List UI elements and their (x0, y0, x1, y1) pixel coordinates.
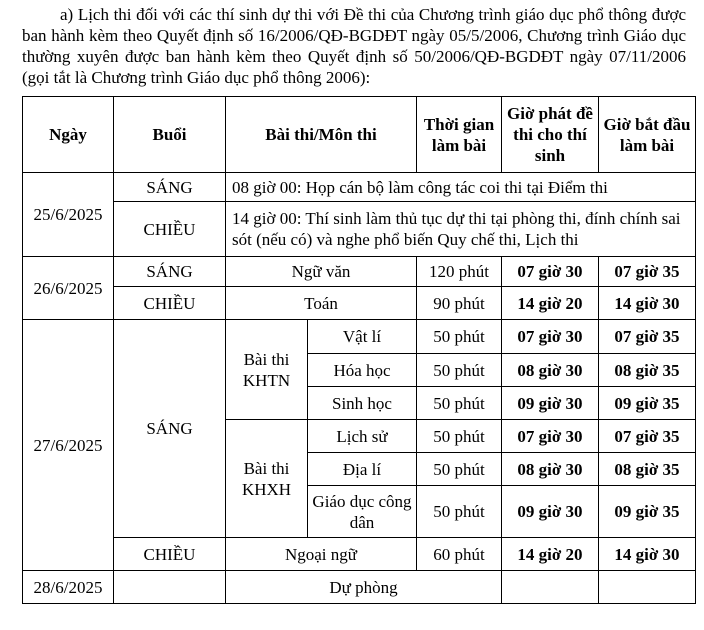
duration-cell: 50 phút (417, 486, 502, 538)
release-cell: 07 giờ 30 (502, 257, 599, 287)
group-cell: Bài thi KHTN (226, 320, 308, 420)
start-cell: 08 giờ 35 (599, 453, 696, 486)
duration-cell: 50 phút (417, 387, 502, 420)
subject-cell: Lịch sử (308, 420, 417, 453)
start-cell: 08 giờ 35 (599, 354, 696, 387)
duration-cell: 50 phút (417, 420, 502, 453)
start-cell: 07 giờ 35 (599, 257, 696, 287)
start-cell (599, 571, 696, 604)
table-row (23, 257, 696, 287)
release-cell: 14 giờ 20 (502, 287, 599, 320)
release-cell: 08 giờ 30 (502, 453, 599, 486)
start-cell: 14 giờ 30 (599, 538, 696, 571)
start-cell: 14 giờ 30 (599, 287, 696, 320)
table-row (23, 173, 696, 202)
date-cell: 25/6/2025 (23, 173, 114, 257)
table-row (23, 571, 696, 604)
table-row (23, 287, 696, 320)
subject-cell: Ngoại ngữ (226, 538, 417, 571)
start-cell: 09 giờ 35 (599, 387, 696, 420)
note-cell: 08 giờ 00: Họp cán bộ làm công tác coi thi tại Điểm thi (226, 173, 696, 202)
duration-cell: 50 phút (417, 320, 502, 354)
release-cell: 08 giờ 30 (502, 354, 599, 387)
header-release: Giờ phát đề thi cho thí sinh (502, 97, 599, 173)
header-row (23, 97, 696, 173)
table-row (23, 202, 696, 257)
subject-cell: Dự phòng (226, 571, 502, 604)
subject-cell: Toán (226, 287, 417, 320)
header-start: Giờ bắt đầu làm bài (599, 97, 696, 173)
date-cell: 28/6/2025 (23, 571, 114, 604)
start-cell: 07 giờ 35 (599, 420, 696, 453)
subject-cell: Hóa học (308, 354, 417, 387)
exam-schedule-table (22, 96, 696, 604)
session-cell: SÁNG (114, 173, 226, 202)
subject-cell: Giáo dục công dân (308, 486, 417, 538)
header-subject: Bài thi/Môn thi (226, 97, 417, 173)
start-cell: 07 giờ 35 (599, 320, 696, 354)
release-cell: 14 giờ 20 (502, 538, 599, 571)
duration-cell: 120 phút (417, 257, 502, 287)
note-cell: 14 giờ 00: Thí sinh làm thủ tục dự thi tại phòng thi, đính chính sai sót (nếu có) và nghe phổ biến Quy chế thi, Lịch thi (226, 202, 696, 257)
release-cell: 07 giờ 30 (502, 420, 599, 453)
date-cell: 27/6/2025 (23, 320, 114, 571)
intro-paragraph (22, 4, 686, 88)
session-cell: SÁNG (114, 320, 226, 538)
intro-text: a) Lịch thi đối với các thí sinh dự thi với Đề thi của Chương trình giáo dục phổ thông được ban hành kèm theo Quyết định số 16/2006/QĐ-BGDĐT ngày 05/5/2006, Chương trình Giáo dục thường xuyên được ban hành kèm theo Quyết định số 50/2006/QĐ-BGDĐT ngày 07/11/2006 (gọi tắt là Chương trình Giáo dục phổ thông 2006): (22, 5, 686, 87)
duration-cell: 50 phút (417, 453, 502, 486)
session-cell (114, 571, 226, 604)
header-session: Buổi (114, 97, 226, 173)
session-cell: CHIỀU (114, 287, 226, 320)
header-date: Ngày (23, 97, 114, 173)
duration-cell: 90 phút (417, 287, 502, 320)
header-duration: Thời gian làm bài (417, 97, 502, 173)
start-cell: 09 giờ 35 (599, 486, 696, 538)
group-cell: Bài thi KHXH (226, 420, 308, 538)
session-cell: CHIỀU (114, 202, 226, 257)
release-cell: 09 giờ 30 (502, 387, 599, 420)
release-cell: 09 giờ 30 (502, 486, 599, 538)
duration-cell: 60 phút (417, 538, 502, 571)
subject-cell: Ngữ văn (226, 257, 417, 287)
release-cell: 07 giờ 30 (502, 320, 599, 354)
session-cell: SÁNG (114, 257, 226, 287)
date-cell: 26/6/2025 (23, 257, 114, 320)
subject-cell: Địa lí (308, 453, 417, 486)
duration-cell: 50 phút (417, 354, 502, 387)
session-cell: CHIỀU (114, 538, 226, 571)
subject-cell: Sinh học (308, 387, 417, 420)
release-cell (502, 571, 599, 604)
table-row (23, 538, 696, 571)
subject-cell: Vật lí (308, 320, 417, 354)
table-row (23, 320, 696, 354)
